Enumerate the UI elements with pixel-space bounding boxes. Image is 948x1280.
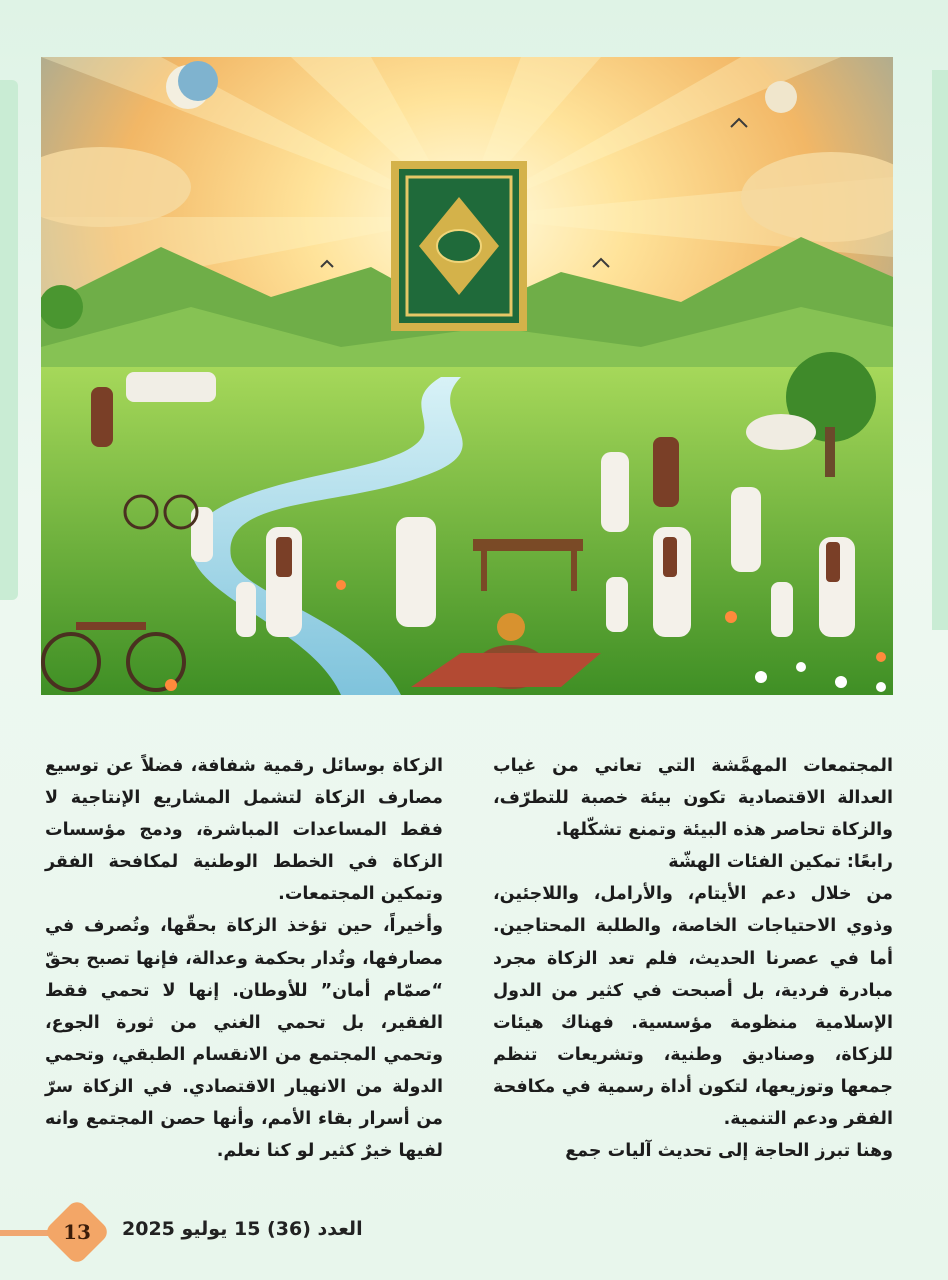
paragraph: وهنا تبرز الحاجة إلى تحديث آليات جمع <box>565 1141 893 1162</box>
page-footer <box>0 1208 948 1258</box>
page-number: 13 <box>63 1220 91 1244</box>
page-decoration-left <box>0 80 18 600</box>
issue-info: العدد (36) 15 يوليو 2025 <box>122 1218 363 1240</box>
section-heading: رابعًا: تمكين الفئات الهشّة <box>668 852 893 873</box>
paragraph: الزكاة بوسائل رقمية شفافة، فضلاً عن توسيع مصارف الزكاة لتشمل المشاريع الإنتاجية لا فقط المساعدات المباشرة، ودمج مؤسسات الزكاة في الخطط الوطنية لمكافحة الفقر وتمكين المجتمعات. <box>45 756 443 905</box>
article-column-left <box>45 750 443 1167</box>
page-number-badge <box>43 1198 111 1266</box>
article-body <box>0 750 948 1200</box>
paragraph: المجتمعات المهمَّشة التي تعاني من غياب العدالة الاقتصادية تكون بيئة خصبة للتطرّف، والزكاة تحاصر هذه البيئة وتمنع تشكّلها. <box>493 756 893 841</box>
paragraph: وأخيراً، حين تؤخذ الزكاة بحقّها، وتُصرف في مصارفها، وتُدار بحكمة وعدالة، فإنها تصبح بحقّ “صمّام أمان” للأوطان. إنها لا تحمي فقط الفقير، بل تحمي الغني من ثورة الجوع، وتحمي المجتمع من الانقسام الطبقي، وتحمي الدولة من الانهيار الاقتصادي. في الزكاة سرّ من أسرار بقاء الأمم، وأنها حصن المجتمع وانه لفيها خيرٌ كثير لو كنا نعلم. <box>45 916 443 1162</box>
paragraph: من خلال دعم الأيتام، والأرامل، واللاجئين، وذوي الاحتياجات الخاصة، والطلبة المحتاجين. أما في عصرنا الحديث، فلم تعد الزكاة مجرد مبادرة فردية، بل أصبحت في كثير من الدول الإسلامية منظومة مؤسسية. فهناك هيئات للزكاة، وصناديق وطنية، وتشريعات تنظم جمعها وتوزيعها، لتكون أداة رسمية في مكافحة الفقر ودعم التنمية. <box>493 884 893 1130</box>
page-decoration-right <box>932 70 948 630</box>
quran-book-icon <box>391 161 527 331</box>
hero-illustration <box>41 57 893 695</box>
article-column-right <box>493 750 893 1167</box>
